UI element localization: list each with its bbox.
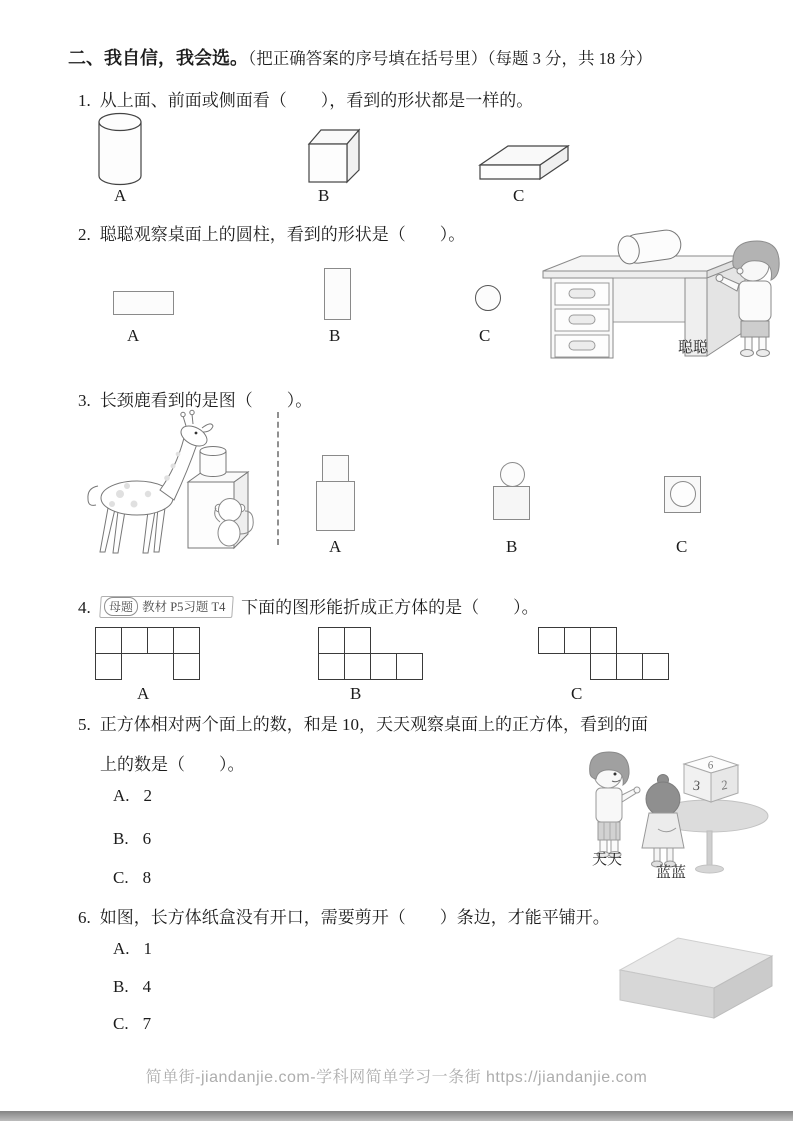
net-square xyxy=(564,627,591,654)
section-subtitle: （把正确答案的序号填在括号里）（每题 3 分，共 18 分） xyxy=(248,49,653,68)
source-tag-reference: 教材 P5习题 T4 xyxy=(141,600,226,614)
question-4-text: 下面的图形能折成正方体的是（ ）。 xyxy=(241,598,539,617)
question-4-number: 4. xyxy=(78,598,91,617)
q3-shape-a-bottom-rectangle xyxy=(316,481,355,531)
net-square xyxy=(590,653,617,680)
q2-shape-c-circle xyxy=(475,285,501,311)
character-label-lanlan: 蓝蓝 xyxy=(656,865,687,881)
q6-option-a-value: 1 xyxy=(143,939,153,958)
q6-option-b xyxy=(113,977,151,997)
net-square xyxy=(318,653,345,680)
character-label-tiantian: 天天 xyxy=(592,852,623,868)
q6-option-a xyxy=(113,939,152,959)
cylinder-illustration xyxy=(97,112,143,187)
page-bottom-scan-edge xyxy=(0,1111,793,1121)
net-square xyxy=(590,627,617,654)
character-label-congcong: 聪聪 xyxy=(678,340,709,356)
cube-face-top-number: 6 xyxy=(706,759,715,772)
net-square xyxy=(370,653,397,680)
cube-face-side-number: 2 xyxy=(719,776,730,793)
q3-shape-a-top-square xyxy=(322,455,349,482)
q6-option-c-value: 7 xyxy=(142,1014,152,1033)
scene-divider-dashed-line xyxy=(277,412,279,545)
q6-option-c-letter: C. xyxy=(113,1014,129,1033)
q5-option-b xyxy=(113,829,151,849)
net-square xyxy=(95,653,122,680)
desk-and-boy-illustration xyxy=(535,221,787,371)
q2-label-a: A xyxy=(127,326,140,345)
giraffe-monkey-scene-illustration xyxy=(82,406,277,561)
q3-label-b: B xyxy=(506,537,518,556)
source-tag xyxy=(99,596,234,618)
net-square xyxy=(121,627,148,654)
question-2-text: 聪聪观察桌面上的圆柱，看到的形状是（ ）。 xyxy=(99,225,466,244)
q3-shape-b-square xyxy=(493,486,530,520)
net-square xyxy=(147,627,174,654)
question-2-number: 2. xyxy=(78,225,91,244)
source-tag-badge: 母题 xyxy=(104,597,138,616)
net-square xyxy=(344,653,371,680)
section-header xyxy=(68,44,652,70)
net-square xyxy=(318,627,345,654)
q5-option-a-letter: A. xyxy=(113,786,130,805)
q3-shape-c-inner-circle xyxy=(670,481,696,507)
q5-option-a xyxy=(113,786,152,806)
question-6-text: 如图，长方体纸盒没有开口，需要剪开（ ）条边，才能平铺开。 xyxy=(99,908,610,927)
net-square xyxy=(173,627,200,654)
question-4 xyxy=(78,593,539,618)
q2-shape-b-rectangle xyxy=(324,268,351,320)
question-5-text-line1: 正方体相对两个面上的数，和是 10，天天观察桌面上的正方体，看到的面 xyxy=(99,715,648,734)
question-5-line2 xyxy=(100,750,245,775)
q2-label-b: B xyxy=(329,326,341,345)
question-3-number: 3. xyxy=(78,391,91,410)
q1-label-c: C xyxy=(513,186,525,205)
q5-option-c-value: 8 xyxy=(142,868,152,887)
question-5-line1 xyxy=(78,710,648,735)
q2-shape-a-rectangle xyxy=(113,291,174,315)
net-square xyxy=(95,627,122,654)
question-1-number: 1. xyxy=(78,91,91,110)
q6-option-a-letter: A. xyxy=(113,939,130,958)
q3-shape-c-square xyxy=(664,476,701,513)
section-title: 二、我自信，我会选。 xyxy=(68,48,248,68)
question-1-text: 从上面、前面或侧面看（ ），看到的形状都是一样的。 xyxy=(99,91,534,110)
q5-option-c-letter: C. xyxy=(113,868,129,887)
q3-label-c: C xyxy=(676,537,688,556)
q5-option-b-letter: B. xyxy=(113,829,129,848)
net-square xyxy=(538,627,565,654)
net-square xyxy=(173,653,200,680)
question-5-text-line2: 上的数是（ ）。 xyxy=(100,755,245,774)
question-6-number: 6. xyxy=(78,908,91,927)
q4-label-a: A xyxy=(137,684,150,703)
q6-option-b-letter: B. xyxy=(113,977,129,996)
q4-label-c: C xyxy=(571,684,583,703)
q5-option-c xyxy=(113,868,151,888)
question-6 xyxy=(78,903,610,928)
flat-cuboid-illustration xyxy=(478,139,570,183)
cube-face-front-number: 3 xyxy=(691,778,701,795)
q6-option-c xyxy=(113,1014,151,1034)
question-5-number: 5. xyxy=(78,715,91,734)
cube-illustration xyxy=(303,126,361,186)
gray-cuboid-box-illustration xyxy=(614,928,779,1028)
q6-option-b-value: 4 xyxy=(142,977,152,996)
net-square xyxy=(396,653,423,680)
footer-watermark: 简单街-jiandanjie.com-学科网简单学习一条街 https://jiandanjie.com xyxy=(145,1069,648,1086)
q2-label-c: C xyxy=(479,326,491,345)
q1-label-a: A xyxy=(114,186,127,205)
q3-shape-b-circle xyxy=(500,462,525,487)
q4-label-b: B xyxy=(350,684,362,703)
q3-label-a: A xyxy=(329,537,342,556)
q5-option-a-value: 2 xyxy=(143,786,153,805)
question-2 xyxy=(78,220,465,245)
net-square xyxy=(642,653,669,680)
question-1 xyxy=(78,86,533,111)
net-square xyxy=(616,653,643,680)
question-3-text: 长颈鹿看到的是图（ ）。 xyxy=(99,391,313,410)
q5-option-b-value: 6 xyxy=(142,829,152,848)
q1-label-b: B xyxy=(318,186,330,205)
net-square xyxy=(344,627,371,654)
